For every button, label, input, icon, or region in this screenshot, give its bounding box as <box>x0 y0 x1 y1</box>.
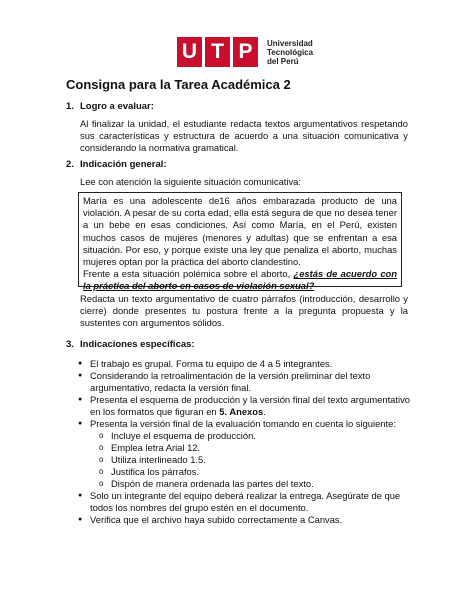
section-1-number: 1. <box>66 101 74 112</box>
logo-line-1: Universidad <box>267 38 313 48</box>
annex-text: Presenta el esquema de producción y la versión final del texto argumentativo en los formatos que figuran en <box>90 394 410 417</box>
list-item: ● Solo un integrante del equipo deberá realizar la entrega. Asegúrate de que todos los nombres del grupo estén en el documento. <box>78 490 410 514</box>
section-2-heading <box>66 159 167 170</box>
list-item <box>78 394 410 418</box>
list-item: ● Considerando la retroalimentación de la versión preliminar del texto argumentativo, redacta la versión final. <box>78 370 410 394</box>
section-3-number: 3. <box>66 339 74 350</box>
logo-letter-p: P <box>233 37 258 67</box>
situation-lead: Frente a esta situación polémica sobre el aborto, <box>83 268 294 280</box>
annex-reference: 5. Anexos <box>219 406 264 417</box>
section-3-title: Indicaciones específicas: <box>80 339 195 350</box>
sub-list-item: o Incluye el esquema de producción. <box>90 430 410 442</box>
logo-line-3: del Perú <box>267 56 299 66</box>
section-3-heading <box>66 339 195 350</box>
list-item <box>78 418 410 490</box>
logo-wordmark <box>267 39 313 66</box>
section-1-heading <box>66 101 154 112</box>
sub-list-item: o Emplea letra Arial 12. <box>90 442 410 454</box>
section-1-title: Logro a evaluar: <box>80 101 154 112</box>
logo-letter-u: U <box>177 37 202 67</box>
logo-line-2: Tecnológica <box>267 47 314 57</box>
sub-list-item: o Utiliza interlineado 1.5. <box>90 454 410 466</box>
format-sublist <box>90 430 410 490</box>
list-item: ● El trabajo es grupal. Forma tu equipo de 4 a 5 integrantes. <box>78 358 410 370</box>
section-2-intro: Lee con atención la siguiente situación comunicativa: <box>80 176 301 187</box>
sub-list-item: o Justifica los párrafos. <box>90 466 410 478</box>
sub-list-item: o Dispón de manera ordenada las partes del texto. <box>90 478 410 490</box>
section-2-instruction: Redacta un texto argumentativo de cuatro párrafos (introducción, desarrollo y cierre) donde presentes tu postura frente a la pregunta propuesta y la sustentes con argumentos sólidos. <box>80 293 408 329</box>
format-intro: Presenta la versión final de la evaluación tomando en cuenta lo siguiente: <box>90 418 396 429</box>
specific-instructions-list <box>78 358 410 526</box>
logo-letter-t: T <box>205 37 230 67</box>
situation-paragraph-2 <box>83 268 397 292</box>
situation-paragraph-1: María es una adolescente de16 años embarazada producto de una violación. A pesar de su corta edad, ella está segura de que no desea tener a un bebe en esas condiciones. Así como María, en el Perú, existen muchos casos de mujeres (menores y adultas) que se enfrentan a esa situación. Por eso, y porque existe una ley que penaliza el aborto, muchas mujeres optan por la práctica del aborto clandestino. <box>83 195 397 268</box>
section-1-text: Al finalizar la unidad, el estudiante redacta textos argumentativos respetando sus características y estructura de acuerdo a una situación comunicativa y considerando la normativa gramatical. <box>80 118 408 154</box>
section-2-number: 2. <box>66 159 74 170</box>
section-2-title: Indicación general: <box>80 159 167 170</box>
situation-question: ¿estás de acuerdo con la práctica del aborto en casos de violación sexual? <box>83 268 397 292</box>
annex-period: . <box>263 406 266 417</box>
utp-logo <box>177 36 313 68</box>
situation-box <box>78 192 402 292</box>
list-item: ● Verifica que el archivo haya subido correctamente a Canvas. <box>78 514 410 526</box>
page-title: Consigna para la Tarea Académica 2 <box>66 77 291 92</box>
